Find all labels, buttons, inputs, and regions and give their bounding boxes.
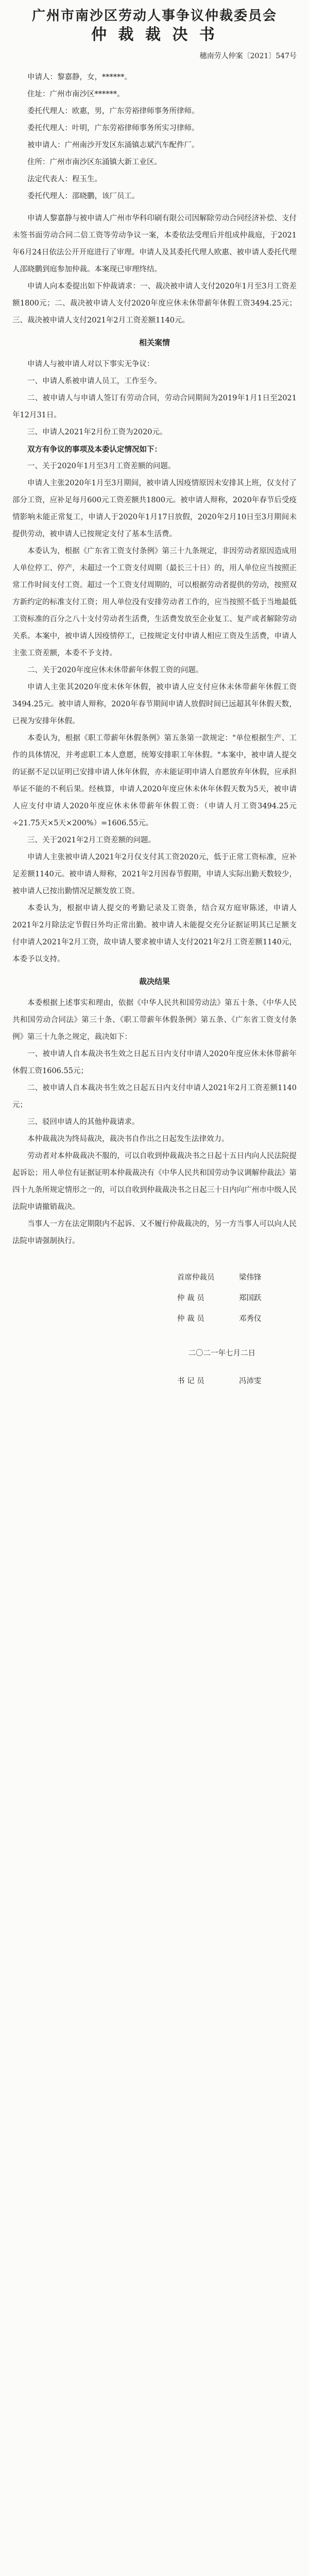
document-number: 穗南劳人仲案〔2021〕547号	[199, 52, 297, 60]
dispute-paragraph: 本委认为，根据《职工带薪年休假条例》第五条第一款规定："单位根据生产、工作的具体情况，并考虑职工本人意愿，统筹安排职工年休假。"本案中，被申请人提交的证据不足以证明已安排申请人休年休假，亦未能证明申请人自愿放弃年休假，应承担举证不能的不利后果。经核算，申请人2020年度应休未休年休假天数为5天，被申请人应支付申请人2020年度应休未休带薪年休假工资：（申请人月工资3494.25元÷21.75天×5天×200%）=1606.55元。	[12, 734, 297, 827]
issuing-authority-title: 广州市南沙区劳动人事争议仲裁委员会	[31, 8, 277, 24]
clerk-name: 冯沛雯	[239, 1377, 262, 1385]
party-line: 委托代理人：邵晓鹏，该厂员工。	[27, 192, 140, 200]
party-line: 法定代表人：程玉生。	[27, 175, 102, 183]
parties-block	[12, 69, 297, 205]
signature-name: 邓秀仪	[239, 1315, 262, 1323]
dispute-paragraph: 一、关于2020年1月至3月工资差额的问题。	[27, 462, 176, 470]
fact-paragraph: 申请人与被申请人对以下事实无争议：	[27, 360, 154, 368]
signature-role: 首席仲裁员	[177, 1274, 215, 1282]
signature-role: 仲 裁 员	[177, 1315, 204, 1323]
signature-row	[177, 1267, 297, 1288]
fact-paragraph: 一、申请人系被申请人员工，工作至今。	[27, 377, 162, 385]
ruling-intro: 本委根据上述事实和理由，依据《中华人民共和国劳动法》第五十条、《中华人民共和国劳动合同法》第三十条、《职工带薪年休假条例》第五条、《广东省工资支付条例》第三十九条之规定，裁决如下：	[12, 999, 297, 1041]
party-line: 被申请人：广州南沙开发区东涌镇志斌汽车配件厂。	[27, 141, 199, 149]
party-line: 住所：广州市南沙区东涌镇大新工业区。	[27, 158, 162, 166]
disputed-issues-heading: 双方有争议的事项及本委认定情况如下：	[27, 445, 162, 454]
fact-paragraph: 三、申请人2021年2月份工资为2020元。	[27, 428, 167, 436]
signature-name: 郑国跃	[239, 1294, 262, 1302]
fact-paragraph: 二、被申请人与申请人签订有劳动合同，劳动合同期间为2019年1月1日至2021年12月31日。	[12, 394, 297, 419]
ruling-section-title: 裁决结果	[139, 977, 170, 986]
arbitrator-signatures	[177, 1267, 297, 1329]
appeal-note: 当事人一方在法定期限内不起诉、又不履行仲裁裁决的，另一方当事人可以向人民法院申请强制执行。	[12, 1220, 297, 1245]
party-line: 委托代理人：欧惠，男，广东劳裕律师事务所律师。	[27, 107, 199, 115]
signature-row	[177, 1288, 297, 1309]
dispute-paragraph: 三、关于2021年2月工资差额的问题。	[27, 836, 156, 844]
intro-paragraph: 申请人黎嘉静与被申请人广州市华科印刷有限公司因解除劳动合同经济补偿、支付未签书面劳动合同二倍工资等劳动争议一案，本委依法受理后并组成仲裁庭，于2021年6月24日依法公开开庭进行了审理。申请人及其委托代理人欧惠、被申请人委托代理人邵晓鹏到庭参加仲裁。本案现已审理终结。	[12, 214, 297, 274]
party-line: 委托代理人：叶明，广东劳裕律师事务所实习律师。	[27, 124, 199, 132]
party-line: 住址：广州市南沙区******。	[27, 90, 125, 98]
clerk-signature	[177, 1372, 297, 1390]
dispute-paragraph: 申请人主张2020年1月至3月期间，被申请人因疫情原因未安排其上班，仅支付了部分工资，应补足每月600元工资差额共1800元。被申请人辩称，2020年春节后受疫情影响未能正常复工，申请人于2020年1月17日放假，2020年2月10日至3月期间未提供劳动，被申请人已按规定支付了基本生活费。	[12, 479, 297, 538]
dispute-paragraph: 二、关于2020年度应休未休带薪年休假工资的问题。	[27, 666, 203, 674]
ruling-item: 二、被申请人自本裁决书生效之日起五日内支付申请人2021年2月工资差额1140元；	[12, 1084, 297, 1109]
signature-name: 梁伟锋	[239, 1274, 262, 1282]
dispute-paragraph: 申请人主张被申请人2021年2月仅支付其工资2020元，低于正常工资标准，应补足差额1140元。被申请人辩称，2021年2月因春节假期，申请人实际出勤天数较少，被申请人已按出勤情况足额发放工资。	[12, 853, 297, 895]
signature-role: 仲 裁 员	[177, 1294, 204, 1302]
dispute-paragraph: 本委认为，根据申请人提交的考勤记录及工资条，结合双方庭审陈述，申请人2021年2月除法定节假日外均正常出勤。被申请人未能提交充分证据证明其已足额支付申请人2021年2月工资，故申请人要求被申请人支付2021年2月工资差额1140元，本委予以支持。	[12, 904, 297, 963]
appeal-note: 劳动者对本仲裁裁决不服的，可以自收到仲裁裁决书之日起十五日内向人民法院提起诉讼；用人单位有证据证明本仲裁裁决有《中华人民共和国劳动争议调解仲裁法》第四十九条所规定情形之一的，可以自收到仲裁裁决书之日起三十日内向广州市中级人民法院申请撤销裁决。	[12, 1152, 297, 1211]
clerk-role: 书 记 员	[177, 1377, 204, 1385]
claims-paragraph: 申请人向本委提出如下仲裁请求：一、裁决被申请人支付2020年1月至3月工资差额1800元；二、裁决被申请人支付2020年度应休未休带薪年休假工资3494.25元；三、裁决被申请人支付2021年2月工资差额1140元。	[12, 282, 297, 325]
dispute-paragraph: 申请人主张其2020年度未休年休假，被申请人应支付应休未休带薪年休假工资3494.25元。被申请人辩称，2020年春节期间申请人放假时间已远超其年休假天数，已视为安排年休假。	[12, 683, 297, 725]
ruling-item: 一、被申请人自本裁决书生效之日起五日内支付申请人2020年度应休未休带薪年休假工资1606.55元；	[12, 1050, 297, 1075]
appeal-note: 本仲裁裁决为终局裁决，裁决书自作出之日起发生法律效力。	[27, 1135, 229, 1143]
party-line: 申请人：黎嘉静，女，******。	[27, 73, 132, 81]
facts-section-title: 相关案情	[139, 338, 170, 347]
ruling-date: 二〇二一年七月二日	[188, 1349, 255, 1358]
document-type-title: 仲 裁 裁 决 书	[91, 26, 218, 44]
dispute-paragraph: 本委认为，根据《广东省工资支付条例》第三十九条规定，非因劳动者原因造成用人单位停工、停产，未超过一个工资支付周期（最长三十日）的，用人单位应当按照正常工作时间支付工资。超过一个工资支付周期的，可以根据劳动者提供的劳动，按照双方新约定的标准支付工资；用人单位没有安排劳动者工作的，应当按照不低于当地最低工资标准的百分之八十支付劳动者生活费，生活费发放至企业复工、复产或者解除劳动关系。本案中，被申请人因疫情停工，已按规定支付申请人相应工资及生活费，申请人主张工资差额，本委不予支持。	[12, 547, 297, 657]
ruling-item: 三、驳回申请人的其他仲裁请求。	[27, 1118, 140, 1126]
signature-row	[177, 1309, 297, 1329]
